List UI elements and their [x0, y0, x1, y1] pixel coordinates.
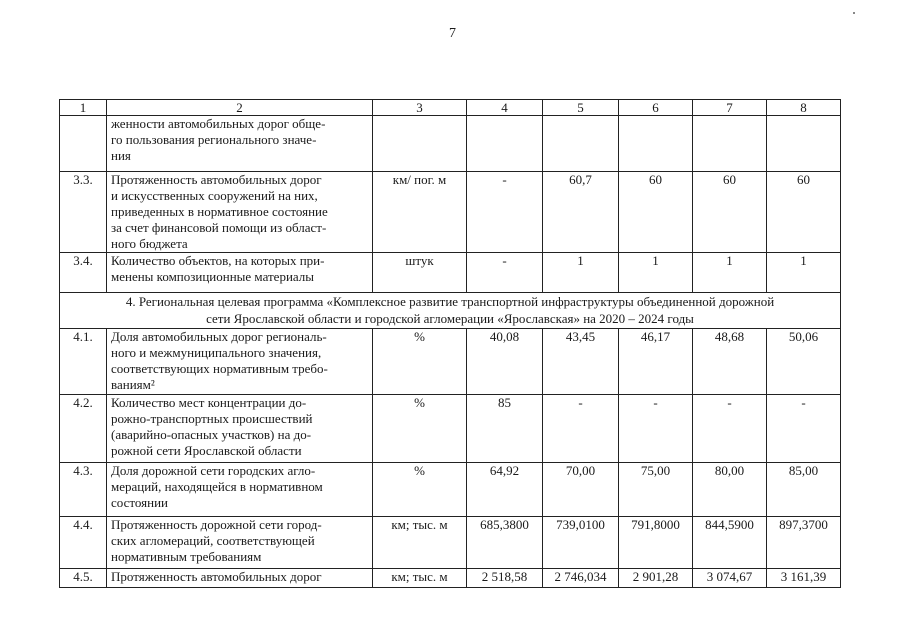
row-value: 1: [767, 253, 841, 293]
description-line: (аварийно-опасных участков) на до-: [111, 427, 312, 442]
row-value: 60,7: [543, 172, 619, 253]
row-description: [107, 395, 373, 463]
row-value: -: [543, 395, 619, 463]
table-row: [60, 172, 841, 253]
row-value: 3 074,67: [693, 569, 767, 588]
row-value: 1: [693, 253, 767, 293]
table-row: [60, 517, 841, 569]
row-description: [107, 172, 373, 253]
row-value: 50,06: [767, 329, 841, 395]
description-line: рожной сети Ярославской области: [111, 443, 302, 458]
row-value: 2 901,28: [619, 569, 693, 588]
description-line: менены композиционные материалы: [111, 269, 315, 284]
header-cell: 2: [107, 100, 373, 116]
row-value: 80,00: [693, 463, 767, 517]
row-value: -: [767, 395, 841, 463]
description-line: мераций, находящейся в нормативном: [111, 479, 323, 494]
description-line: за счет финансовой помощи из област-: [111, 220, 327, 235]
table-row: [60, 116, 841, 172]
description-line: Доля дорожной сети городских агло-: [111, 463, 316, 478]
description-line: Количество мест концентрации до-: [111, 395, 307, 410]
row-value: 1: [619, 253, 693, 293]
row-number: 3.3.: [60, 172, 107, 253]
header-cell: 3: [373, 100, 467, 116]
row-unit: %: [373, 395, 467, 463]
description-line: состоянии: [111, 495, 168, 510]
row-number: 4.5.: [60, 569, 107, 588]
row-unit: штук: [373, 253, 467, 293]
row-value: [543, 116, 619, 172]
header-cell: 8: [767, 100, 841, 116]
row-value: 1: [543, 253, 619, 293]
row-value: 48,68: [693, 329, 767, 395]
description-line: ваниям²: [111, 377, 155, 392]
row-unit: [373, 116, 467, 172]
row-value: 739,0100: [543, 517, 619, 569]
header-cell: 4: [467, 100, 543, 116]
header-cell: 1: [60, 100, 107, 116]
table-row: [60, 253, 841, 293]
header-row: [60, 100, 841, 116]
row-value: [467, 116, 543, 172]
header-cell: 7: [693, 100, 767, 116]
header-cell: 5: [543, 100, 619, 116]
row-value: 43,45: [543, 329, 619, 395]
row-unit: %: [373, 463, 467, 517]
row-value: 46,17: [619, 329, 693, 395]
description-line: ного бюджета: [111, 236, 188, 251]
description-line: ских агломераций, соответствующей: [111, 533, 315, 548]
row-value: 844,5900: [693, 517, 767, 569]
description-line: ного и межмуниципального значения,: [111, 345, 322, 360]
row-description: [107, 569, 373, 588]
description-line: и искусственных сооружений на них,: [111, 188, 318, 203]
description-line: соответствующих нормативным требо-: [111, 361, 328, 376]
row-value: 70,00: [543, 463, 619, 517]
description-line: нормативным требованиям: [111, 549, 262, 564]
row-value: -: [467, 253, 543, 293]
row-value: [767, 116, 841, 172]
row-description: [107, 329, 373, 395]
section-title: [60, 293, 841, 329]
scan-speck: [853, 12, 855, 14]
description-line: ния: [111, 148, 131, 163]
row-value: 40,08: [467, 329, 543, 395]
section-title-line: сети Ярославской области и городской агломерации «Ярославская» на 2020 – 2024 годы: [206, 311, 694, 326]
row-value: 85,00: [767, 463, 841, 517]
row-value: 2 518,58: [467, 569, 543, 588]
row-value: 60: [767, 172, 841, 253]
table-row: [60, 463, 841, 517]
row-value: -: [467, 172, 543, 253]
row-value: [693, 116, 767, 172]
row-number: 3.4.: [60, 253, 107, 293]
row-value: 791,8000: [619, 517, 693, 569]
description-line: Протяженность автомобильных дорог: [111, 569, 322, 584]
row-number: [60, 116, 107, 172]
description-line: Протяженность дорожной сети город-: [111, 517, 322, 532]
row-value: 64,92: [467, 463, 543, 517]
row-description: [107, 253, 373, 293]
row-number: 4.1.: [60, 329, 107, 395]
description-line: Доля автомобильных дорог региональ-: [111, 329, 327, 344]
description-line: Протяженность автомобильных дорог: [111, 172, 322, 187]
description-line: Количество объектов, на которых при-: [111, 253, 325, 268]
row-number: 4.3.: [60, 463, 107, 517]
row-value: 60: [693, 172, 767, 253]
table-row: [60, 395, 841, 463]
header-cell: 6: [619, 100, 693, 116]
row-value: 3 161,39: [767, 569, 841, 588]
description-line: женности автомобильных дорог обще-: [111, 116, 326, 131]
row-value: -: [619, 395, 693, 463]
row-description: [107, 517, 373, 569]
row-description: [107, 463, 373, 517]
row-value: 2 746,034: [543, 569, 619, 588]
row-unit: %: [373, 329, 467, 395]
table-row: [60, 569, 841, 588]
row-description: [107, 116, 373, 172]
section-title-line: 4. Региональная целевая программа «Комплексное развитие транспортной инфраструктуры объединенной дорожной: [125, 294, 775, 309]
description-line: приведенных в нормативное состояние: [111, 204, 328, 219]
indicators-table: [59, 99, 841, 588]
row-value: 685,3800: [467, 517, 543, 569]
row-unit: км/ пог. м: [373, 172, 467, 253]
row-value: 85: [467, 395, 543, 463]
section-row: [60, 293, 841, 329]
row-value: -: [693, 395, 767, 463]
description-line: рожно-транспортных происшествий: [111, 411, 313, 426]
description-line: го пользования регионального значе-: [111, 132, 317, 147]
row-value: 897,3700: [767, 517, 841, 569]
table-row: [60, 329, 841, 395]
row-value: 75,00: [619, 463, 693, 517]
row-value: 60: [619, 172, 693, 253]
row-number: 4.4.: [60, 517, 107, 569]
page-number: 7: [449, 26, 456, 41]
row-unit: км; тыс. м: [373, 517, 467, 569]
row-unit: км; тыс. м: [373, 569, 467, 588]
row-value: [619, 116, 693, 172]
row-number: 4.2.: [60, 395, 107, 463]
